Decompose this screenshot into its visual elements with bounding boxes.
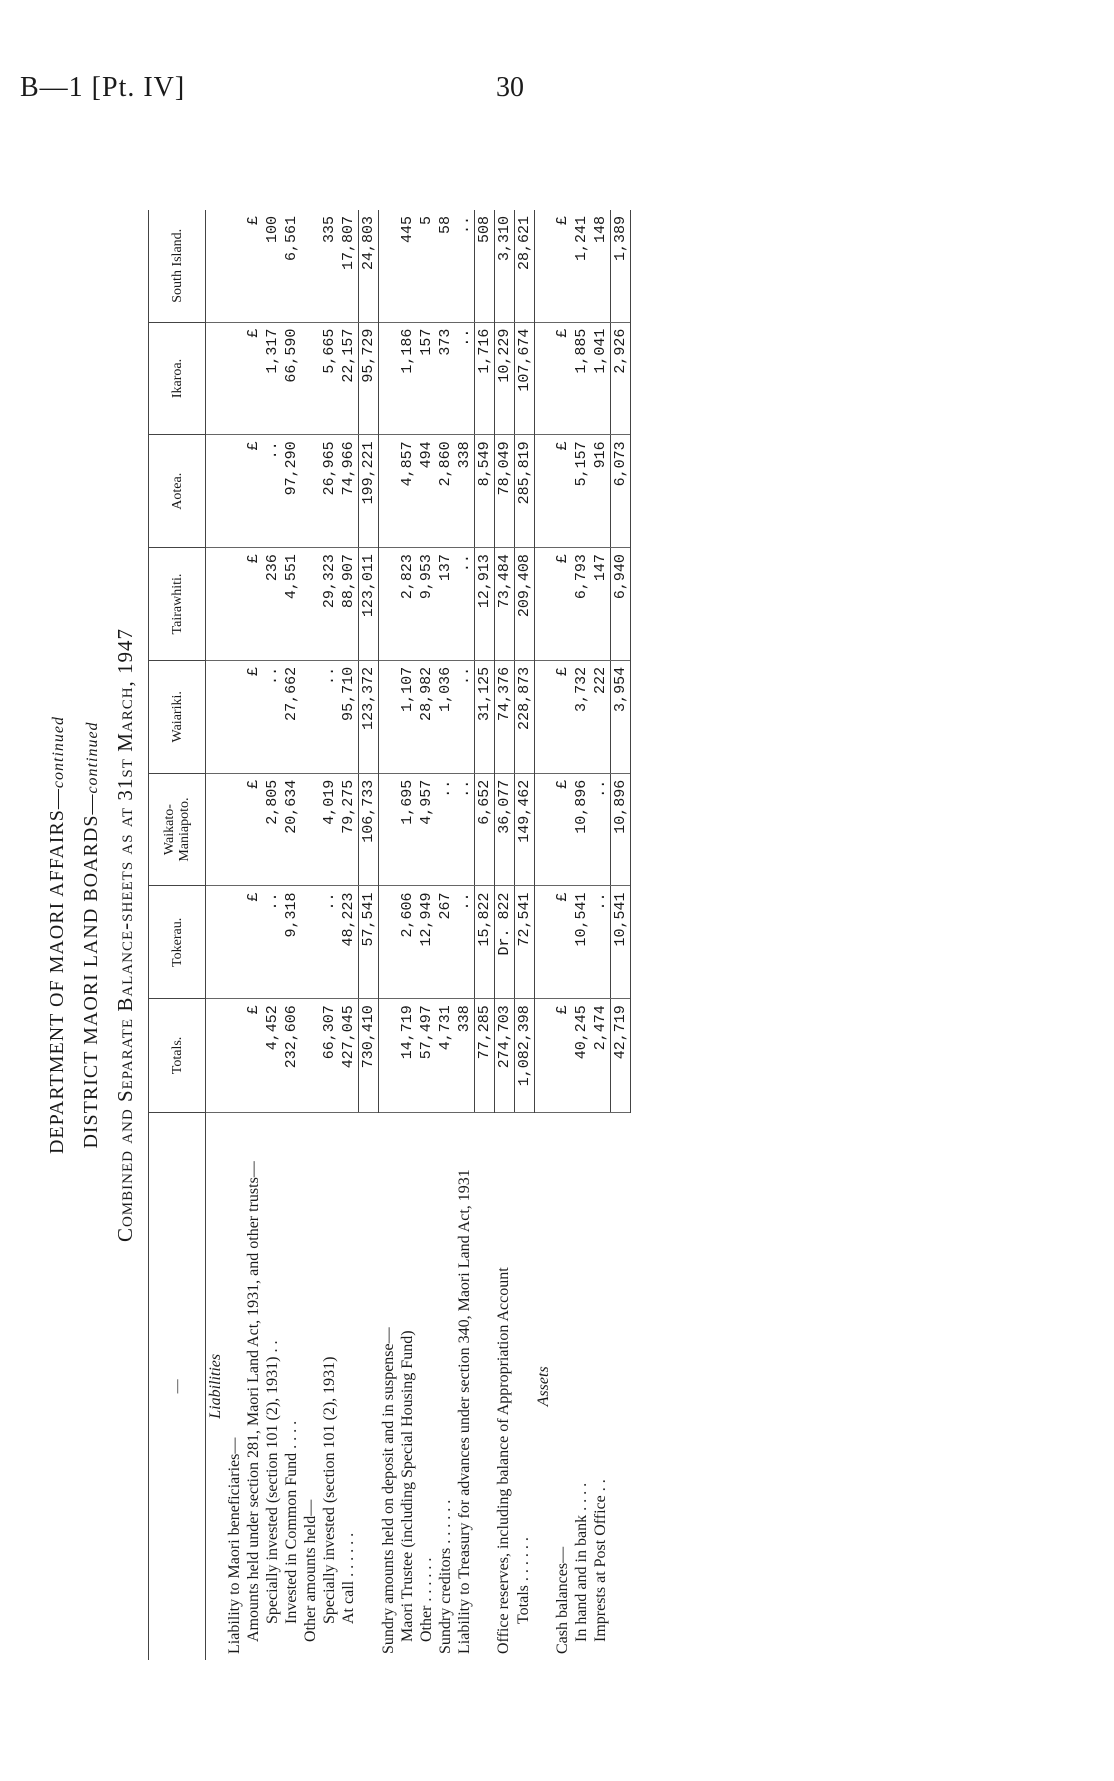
row-totals	[514, 210, 534, 1660]
table-cell: 6,793	[572, 548, 591, 661]
table-cell: 97,290	[282, 435, 301, 548]
table-cell: 274,703	[494, 999, 514, 1112]
table-cell: 40,245	[572, 999, 591, 1112]
table-cell	[301, 548, 320, 661]
row-subtotal-1-label	[359, 1112, 379, 1660]
table-cell: ..	[263, 435, 282, 548]
table-cell: 6,652	[474, 773, 494, 886]
table-cell: 427,045	[339, 999, 359, 1112]
row-subtotal-1	[359, 210, 379, 1660]
row-liability-beneficiaries-label: Liability to Maori beneficiaries—	[226, 1437, 243, 1654]
table-cell: 335	[320, 210, 339, 322]
table-cell	[301, 322, 320, 435]
table-cell: 209,408	[514, 548, 534, 661]
page-ref: B—1 [Pt. IV]	[20, 72, 186, 103]
table-cell: ..	[591, 886, 611, 999]
table-cell: £	[553, 435, 572, 548]
table-cell	[534, 548, 553, 661]
table-cell: £	[553, 999, 572, 1112]
row-common-fund-label: Invested in Common Fund . . . .	[283, 1420, 300, 1624]
table-cell	[534, 886, 553, 999]
table-cell: 8,549	[474, 435, 494, 548]
table-cell: 107,674	[514, 322, 534, 435]
table-cell: 1,041	[591, 322, 611, 435]
table-cell	[379, 548, 398, 661]
table-cell: 1,107	[398, 660, 417, 773]
table-cell: 12,913	[474, 548, 494, 661]
table-cell: 27,662	[282, 660, 301, 773]
table-cell: 66,590	[282, 322, 301, 435]
row-other	[417, 210, 436, 1660]
table-cell: 4,551	[282, 548, 301, 661]
table-cell	[379, 435, 398, 548]
row-amounts-held	[244, 210, 263, 1660]
table-cell	[225, 886, 244, 999]
row-subtotal-3	[611, 210, 631, 1660]
table-cell: 1,716	[474, 322, 494, 435]
table-cell	[225, 322, 244, 435]
row-sundry	[379, 210, 398, 1660]
table-cell: 9,318	[282, 886, 301, 999]
table-cell: £	[244, 999, 263, 1112]
table-cell	[225, 660, 244, 773]
table-cell: ..	[455, 660, 475, 773]
table-cell: 4,957	[417, 773, 436, 886]
table-cell: 2,926	[611, 322, 631, 435]
row-maori-trustee-label: Maori Trustee (including Special Housing Fund)	[398, 1330, 416, 1642]
row-treasury	[455, 210, 475, 1660]
page-number: 30	[496, 72, 524, 103]
table-cell: 10,541	[611, 886, 631, 999]
table-cell: 31,125	[474, 660, 494, 773]
table-cell: 228,873	[514, 660, 534, 773]
table-cell	[206, 886, 226, 999]
row-other-held	[301, 210, 320, 1660]
table-cell: £	[553, 886, 572, 999]
table-cell: 2,606	[398, 886, 417, 999]
table-cell	[206, 548, 226, 661]
column-header-ikaroa: Ikaroa.	[149, 322, 206, 435]
table-cell: £	[244, 886, 263, 999]
row-office-reserves-label: Office reserves, including balance of Appropriation Account	[495, 1267, 512, 1654]
table-cell: 267	[436, 886, 455, 999]
table-cell	[301, 999, 320, 1112]
row-other-label: Other . . . . . .	[417, 1557, 435, 1642]
table-cell: 5	[417, 210, 436, 322]
row-subtotal-2	[474, 210, 494, 1660]
section-liabilities	[206, 210, 226, 1660]
table-cell: 24,803	[359, 210, 379, 322]
table-cell: ..	[455, 548, 475, 661]
section-assets	[534, 210, 553, 1660]
table-cell: 3,310	[494, 210, 514, 322]
table-cell: £	[553, 773, 572, 886]
table-cell: 123,372	[359, 660, 379, 773]
table-cell: 10,896	[572, 773, 591, 886]
table-cell	[301, 773, 320, 886]
table-cell: 17,807	[339, 210, 359, 322]
row-in-hand	[572, 210, 591, 1660]
table-cell: 4,019	[320, 773, 339, 886]
table-cell: 88,907	[339, 548, 359, 661]
table-cell: 1,082,398	[514, 999, 534, 1112]
table-cell: 2,860	[436, 435, 455, 548]
table-cell: 14,719	[398, 999, 417, 1112]
table-cell	[225, 210, 244, 322]
row-specially-invested-2	[320, 210, 339, 1660]
title-boards: DISTRICT MAORI LAND BOARDS—continued	[80, 721, 102, 1149]
table-cell: ..	[455, 886, 475, 999]
table-cell: 1,885	[572, 322, 591, 435]
row-liability-beneficiaries	[225, 210, 244, 1660]
table-cell: 58	[436, 210, 455, 322]
table-cell	[534, 210, 553, 322]
table-cell: 494	[417, 435, 436, 548]
column-header-south-island: South Island.	[149, 210, 206, 322]
table-cell	[379, 210, 398, 322]
table-cell: 26,965	[320, 435, 339, 548]
table-header-row	[149, 210, 206, 1660]
table-cell: 95,729	[359, 322, 379, 435]
table-cell: 148	[591, 210, 611, 322]
table-cell: 4,452	[263, 999, 282, 1112]
table-cell: 6,561	[282, 210, 301, 322]
table-cell	[379, 773, 398, 886]
table-cell: £	[553, 210, 572, 322]
table-cell	[534, 435, 553, 548]
table-cell	[534, 773, 553, 886]
table-cell	[534, 322, 553, 435]
table-cell: ..	[455, 773, 475, 886]
column-header-label: —	[149, 1112, 206, 1660]
table-cell: ..	[455, 322, 475, 435]
table-cell: 79,275	[339, 773, 359, 886]
table-cell	[206, 660, 226, 773]
row-cash-balances-label: Cash balances—	[554, 1546, 571, 1654]
row-imprests-label: Imprests at Post Office . .	[592, 1479, 609, 1642]
table-cell: 236	[263, 548, 282, 661]
section-assets-label: Assets	[535, 1366, 552, 1407]
table-cell: £	[244, 660, 263, 773]
table-cell: 6,073	[611, 435, 631, 548]
row-imprests	[591, 210, 611, 1660]
row-at-call-label: At call . . . . . .	[340, 1532, 357, 1624]
row-in-hand-label: In hand and in bank . . . .	[573, 1482, 590, 1642]
table-cell: 42,719	[611, 999, 631, 1112]
titles	[40, 210, 142, 1660]
table-cell: 20,634	[282, 773, 301, 886]
table-cell: 232,606	[282, 999, 301, 1112]
table-cell: 147	[591, 548, 611, 661]
row-subtotal-3-label	[611, 1112, 631, 1660]
table-cell: ..	[320, 660, 339, 773]
table-cell: 373	[436, 322, 455, 435]
table-cell: 10,229	[494, 322, 514, 435]
row-totals-label: Totals . . . . . .	[515, 1537, 532, 1624]
table-cell	[379, 886, 398, 999]
table-cell: 730,410	[359, 999, 379, 1112]
table-cell: 2,823	[398, 548, 417, 661]
table-cell: £	[244, 435, 263, 548]
table-cell: ..	[263, 886, 282, 999]
table-cell: £	[244, 548, 263, 661]
column-header-tairawhiti: Tairawhiti.	[149, 548, 206, 661]
table-cell	[301, 435, 320, 548]
table-cell: 3,954	[611, 660, 631, 773]
row-sundry-creditors	[436, 210, 455, 1660]
table-cell: 1,389	[611, 210, 631, 322]
table-cell	[206, 435, 226, 548]
section-liabilities-label: Liabilities	[207, 1353, 224, 1419]
row-amounts-held-label: Amounts held under section 281, Maori Land Act, 1931, and other trusts—	[245, 1161, 262, 1642]
table-cell: 57,541	[359, 886, 379, 999]
table-cell: 338	[455, 435, 475, 548]
row-specially-invested-2-label: Specially invested (section 101 (2), 1931)	[321, 1356, 338, 1624]
table-cell: 74,376	[494, 660, 514, 773]
table-cell: 78,049	[494, 435, 514, 548]
row-subtotal-2-label	[474, 1112, 494, 1660]
table-cell: 1,186	[398, 322, 417, 435]
table-cell	[225, 999, 244, 1112]
table-cell: 77,285	[474, 999, 494, 1112]
table-cell: 72,541	[514, 886, 534, 999]
column-header-totals: Totals.	[149, 999, 206, 1112]
rotated-table-page	[40, 210, 980, 1660]
table-cell: 199,221	[359, 435, 379, 548]
table-cell	[206, 210, 226, 322]
table-cell: 1,241	[572, 210, 591, 322]
row-other-held-label: Other amounts held—	[302, 1499, 319, 1642]
table-cell: 57,497	[417, 999, 436, 1112]
table-cell: 106,733	[359, 773, 379, 886]
table-cell: £	[244, 210, 263, 322]
table-cell: ..	[320, 886, 339, 999]
table-cell: 10,541	[572, 886, 591, 999]
table-cell: 28,982	[417, 660, 436, 773]
table-cell: 157	[417, 322, 436, 435]
table-cell: 10,896	[611, 773, 631, 886]
table-cell: 222	[591, 660, 611, 773]
table-cell: 5,157	[572, 435, 591, 548]
table-cell: 66,307	[320, 999, 339, 1112]
table-cell: 73,484	[494, 548, 514, 661]
table-cell: £	[553, 548, 572, 661]
table-cell: 4,857	[398, 435, 417, 548]
table-cell: 15,822	[474, 886, 494, 999]
table-cell: ..	[436, 773, 455, 886]
table-cell: Dr. 822	[494, 886, 514, 999]
row-treasury-label: Liability to Treasury for advances under section 340, Maori Land Act, 1931	[455, 1169, 473, 1654]
table-cell	[206, 999, 226, 1112]
row-at-call	[339, 210, 359, 1660]
table-cell: 100	[263, 210, 282, 322]
table-cell: 4,731	[436, 999, 455, 1112]
table-cell: 285,819	[514, 435, 534, 548]
table-cell: £	[553, 660, 572, 773]
table-cell: 95,710	[339, 660, 359, 773]
table-cell	[379, 999, 398, 1112]
column-header-waiariki: Waiariki.	[149, 660, 206, 773]
table-cell: 1,036	[436, 660, 455, 773]
table-cell	[301, 210, 320, 322]
table-cell: 137	[436, 548, 455, 661]
row-specially-invested	[263, 210, 282, 1660]
table-cell: 12,949	[417, 886, 436, 999]
table-cell	[225, 773, 244, 886]
table-cell: ..	[455, 210, 475, 322]
table-cell: £	[244, 322, 263, 435]
row-maori-trustee	[398, 210, 417, 1660]
table-cell: 28,621	[514, 210, 534, 322]
table-cell: 149,462	[514, 773, 534, 886]
title-department: DEPARTMENT OF MAORI AFFAIRS—continued	[46, 715, 68, 1155]
table-cell	[225, 435, 244, 548]
table-cell: 1,317	[263, 322, 282, 435]
table-cell: £	[244, 773, 263, 886]
table-cell: 29,323	[320, 548, 339, 661]
table-cell: 3,732	[572, 660, 591, 773]
table-cell: 1,695	[398, 773, 417, 886]
row-sundry-creditors-label: Sundry creditors . . . . . .	[436, 1499, 454, 1654]
table-cell	[534, 999, 553, 1112]
table-cell: 36,077	[494, 773, 514, 886]
table-cell: ..	[591, 773, 611, 886]
table-cell	[379, 660, 398, 773]
table-cell	[225, 548, 244, 661]
table-cell: £	[553, 322, 572, 435]
row-office-reserves	[494, 210, 514, 1660]
title-balance-sheets: Combined and Separate Balance-sheets as at 31st March, 1947	[113, 627, 137, 1243]
table-cell: 5,665	[320, 322, 339, 435]
table-cell	[206, 322, 226, 435]
table-cell: 2,474	[591, 999, 611, 1112]
table-cell	[301, 660, 320, 773]
column-header-waikato: Waikato-Maniapoto.	[149, 773, 206, 886]
table-cell: 9,953	[417, 548, 436, 661]
table-cell: ..	[263, 660, 282, 773]
column-header-tokerau: Tokerau.	[149, 886, 206, 999]
table-cell: 22,157	[339, 322, 359, 435]
row-sundry-label: Sundry amounts held on deposit and in suspense—	[379, 1327, 397, 1654]
table-cell: 916	[591, 435, 611, 548]
table-cell: 123,011	[359, 548, 379, 661]
table-cell: 48,223	[339, 886, 359, 999]
table-cell	[534, 660, 553, 773]
balance-sheet-table	[148, 210, 631, 1660]
row-common-fund	[282, 210, 301, 1660]
table-cell: 508	[474, 210, 494, 322]
table-cell: 74,966	[339, 435, 359, 548]
table-cell	[206, 773, 226, 886]
row-cash-balances	[553, 210, 572, 1660]
table-cell	[379, 322, 398, 435]
table-cell: 445	[398, 210, 417, 322]
table-cell: 6,940	[611, 548, 631, 661]
table-cell: 2,805	[263, 773, 282, 886]
table-cell	[301, 886, 320, 999]
row-specially-invested-label: Specially invested (section 101 (2), 1931) . .	[264, 1340, 281, 1624]
table-cell: 338	[455, 999, 475, 1112]
column-header-aotea: Aotea.	[149, 435, 206, 548]
